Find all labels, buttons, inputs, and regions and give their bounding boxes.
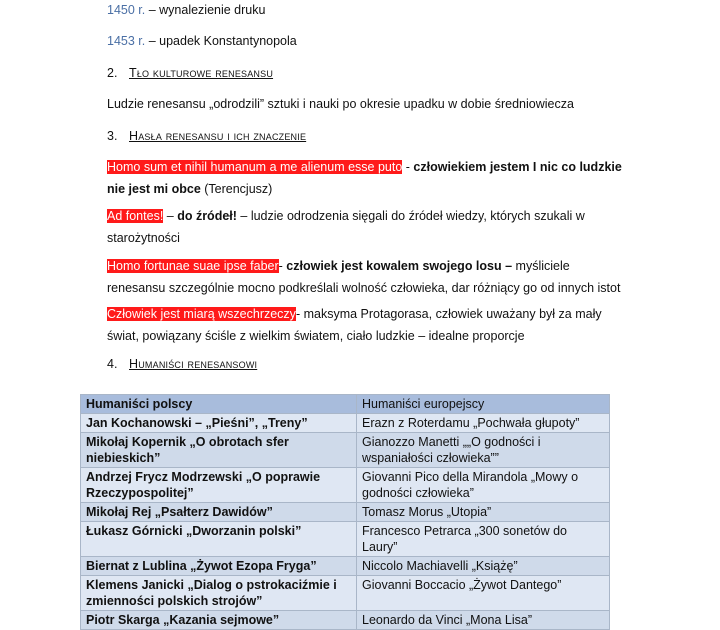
event-year: 1450 r. bbox=[107, 3, 146, 17]
slogan-translation: człowiek jest kowalem swojego losu – bbox=[286, 259, 513, 273]
event-line bbox=[107, 2, 265, 18]
polish-humanist-cell: Mikołaj Rej „Psałterz Dawidów” bbox=[81, 503, 357, 522]
slogan-separator: - bbox=[278, 259, 287, 273]
section-title: Tło kulturowe renesansu bbox=[129, 66, 274, 80]
section-title: Hasła renesansu i ich znaczenie bbox=[129, 129, 307, 143]
section-number: 4. bbox=[107, 357, 118, 371]
humanists-table bbox=[80, 394, 610, 630]
section-number: 3. bbox=[107, 129, 118, 143]
european-humanist-cell: Giovanni Boccacio „Żywot Dantego” bbox=[357, 576, 610, 611]
event-text: – upadek Konstantynopola bbox=[145, 34, 297, 48]
latin-slogan: Homo sum et nihil humanum a me alienum esse puto bbox=[107, 160, 403, 174]
culture-paragraph: Ludzie renesansu „odrodzili” sztuki i nauki po okresie upadku w dobie średniowiecza bbox=[107, 97, 574, 111]
latin-slogan: Ad fontes! bbox=[107, 209, 164, 223]
table-header-cell: Humaniści polscy bbox=[81, 395, 357, 414]
european-humanist-cell: Giovanni Pico della Mirandola „Mowy o godności człowieka” bbox=[357, 468, 610, 503]
slogan-paragraph bbox=[107, 303, 627, 347]
polish-humanist-cell: Andrzej Frycz Modrzewski „O poprawie Rzeczypospolitej” bbox=[81, 468, 357, 503]
european-humanist-cell: Tomasz Morus „Utopia” bbox=[357, 503, 610, 522]
table-row bbox=[81, 576, 610, 611]
polish-humanist-cell: Biernat z Lublina „Żywot Ezopa Fryga” bbox=[81, 557, 357, 576]
european-humanist-cell: Francesco Petrarca „300 sonetów do Laury” bbox=[357, 522, 610, 557]
polish-humanist-cell: Piotr Skarga „Kazania sejmowe” bbox=[81, 611, 357, 630]
section-heading bbox=[107, 356, 257, 372]
latin-slogan: Homo fortunae suae ipse faber bbox=[107, 259, 279, 273]
slogan-separator: – bbox=[163, 209, 178, 223]
table-row bbox=[81, 468, 610, 503]
latin-slogan: Człowiek jest miarą wszechrzeczy bbox=[107, 307, 296, 321]
polish-humanist-cell: Mikołaj Kopernik „O obrotach sfer niebieskich” bbox=[81, 433, 357, 468]
slogan-separator: - bbox=[402, 160, 414, 174]
table-header-row bbox=[81, 395, 610, 414]
slogan-paragraph bbox=[107, 156, 627, 200]
table-row bbox=[81, 611, 610, 630]
event-text: – wynalezienie druku bbox=[145, 3, 266, 17]
european-humanist-cell: Erazn z Roterdamu „Pochwała głupoty” bbox=[357, 414, 610, 433]
slogan-explanation: – ludzie odrodzenia sięgali do źródeł wiedzy, których szukali w starożytności bbox=[107, 209, 585, 245]
polish-humanist-cell: Klemens Janicki „Dialog o pstrokaciźmie i zmienności polskich strojów” bbox=[81, 576, 357, 611]
section-heading bbox=[107, 65, 273, 81]
table-row bbox=[81, 557, 610, 576]
event-year: 1453 r. bbox=[107, 34, 146, 48]
section-heading bbox=[107, 128, 306, 144]
european-humanist-cell: Niccolo Machiavelli „Książę” bbox=[357, 557, 610, 576]
section-number: 2. bbox=[107, 66, 118, 80]
slogan-explanation: maksyma Protagorasa, człowiek uważany był za mały świat, powiązany ściśle z wielkim światem, ciało ludzkie – idealne proporcje bbox=[107, 307, 602, 343]
table-header-cell: Humaniści europejscy bbox=[357, 395, 610, 414]
slogan-translation: człowiekiem jestem I nic co ludzkie nie jest mi obce bbox=[107, 160, 622, 196]
table-row bbox=[81, 503, 610, 522]
polish-humanist-cell: Łukasz Górnicki „Dworzanin polski” bbox=[81, 522, 357, 557]
european-humanist-cell: Gianozzo Manetti „„O godności i wspaniałości człowieka”” bbox=[357, 433, 610, 468]
slogan-explanation: (Terencjusz) bbox=[200, 182, 273, 196]
european-humanist-cell: Leonardo da Vinci „Mona Lisa” bbox=[357, 611, 610, 630]
slogan-paragraph bbox=[107, 205, 627, 249]
table-row bbox=[81, 414, 610, 433]
slogan-explanation: myśliciele renesansu szczególnie mocno podkreślali wolność człowieka, dar różniący go od innych istot bbox=[107, 259, 621, 295]
event-line bbox=[107, 33, 297, 49]
section-title: Humaniści renesansowi bbox=[129, 357, 258, 371]
slogan-paragraph bbox=[107, 255, 627, 299]
table-row bbox=[81, 433, 610, 468]
table-row bbox=[81, 522, 610, 557]
slogan-translation: do źródeł! bbox=[177, 209, 237, 223]
polish-humanist-cell: Jan Kochanowski – „Pieśni”, „Treny” bbox=[81, 414, 357, 433]
slogan-separator: - bbox=[295, 307, 304, 321]
